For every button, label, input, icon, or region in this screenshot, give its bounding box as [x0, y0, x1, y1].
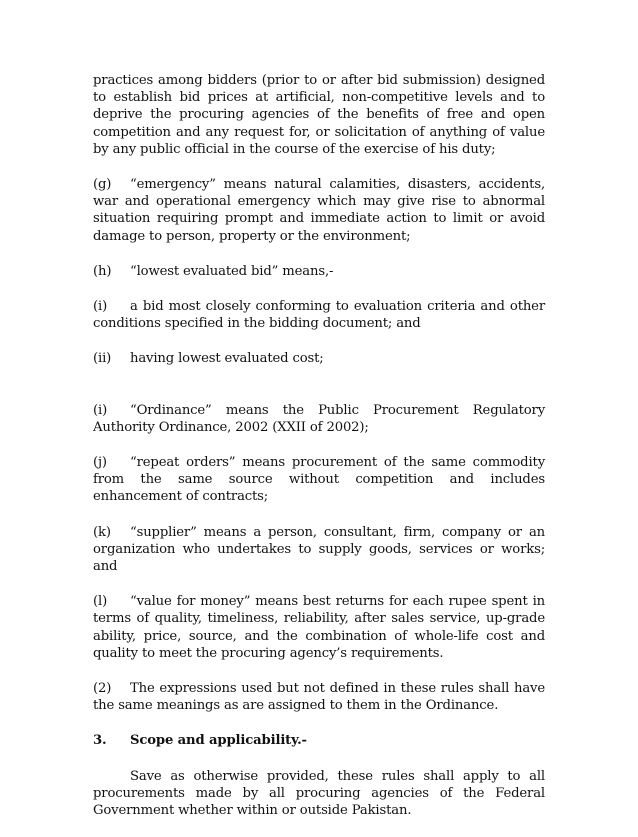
definition-j [93, 454, 545, 506]
clause-label: (i) [93, 299, 108, 315]
clause-label: (k) [93, 524, 111, 540]
clause-text: “Ordinance” means the Public Procurement Regulatory Authority Ordinance, 2002 (XXII of 2002); [93, 402, 545, 435]
clause-text: a bid most closely conforming to evaluation criteria and other conditions specified in the bidding document; and [93, 299, 545, 332]
subrule-2 [93, 680, 545, 714]
clause-text: “repeat orders” means procurement of the same commodity from the same source without competition and includes enhancement of contracts; [93, 455, 545, 505]
definition-l [93, 593, 545, 662]
intro-paragraph: practices among bidders (prior to or after bid submission) designed to establish bid prices at artificial, non-competitive levels and to deprive the procuring agencies of the benefits of free and open competition and any request for, or solicitation of anything of value by any public official in the course of the exercise of his duty; [93, 73, 545, 157]
section-heading [93, 732, 545, 749]
definition-g [93, 176, 545, 245]
clause-label: (j) [93, 455, 107, 471]
subclause-i [93, 298, 545, 332]
section-number: 3. [93, 733, 107, 749]
clause-label: (2) [93, 681, 112, 697]
definition-k [93, 524, 545, 576]
definition-ordinance [93, 402, 545, 436]
scope-paragraph: Save as otherwise provided, these rules shall apply to all procurements made by all procuring agencies of the Federal Government whether within or outside Pakistan. [93, 768, 545, 819]
clause-label: (ii) [93, 351, 112, 367]
clause-label: (h) [93, 263, 112, 279]
clause-label: (l) [93, 594, 108, 610]
clause-text: The expressions used but not defined in these rules shall have the same meanings as are assigned to them in the Ordinance. [93, 681, 545, 714]
clause-text: “emergency” means natural calamities, disasters, accidents, war and operational emergency which may give rise to abnormal situation requiring prompt and immediate action to limit or avoid damage to person, property or the environment; [93, 177, 545, 244]
clause-text: “supplier” means a person, consultant, firm, company or an organization who undertakes to supply goods, services or works; and [93, 524, 545, 575]
clause-label: (i) [93, 402, 108, 418]
document-page [93, 72, 545, 837]
clause-text: “lowest evaluated bid” means,- [130, 263, 334, 279]
clause-text: “value for money” means best returns for each rupee spent in terms of quality, timeliness, reliability, after sales service, up-grade ability, price, source, and the combination of whole-life cost and quality to meet the procuring agency’s requirements. [93, 594, 545, 661]
subclause-ii [93, 350, 545, 367]
section-title: Scope and applicability.- [130, 733, 307, 749]
definition-h [93, 263, 545, 280]
clause-label: (g) [93, 177, 112, 193]
clause-text: having lowest evaluated cost; [130, 351, 324, 367]
